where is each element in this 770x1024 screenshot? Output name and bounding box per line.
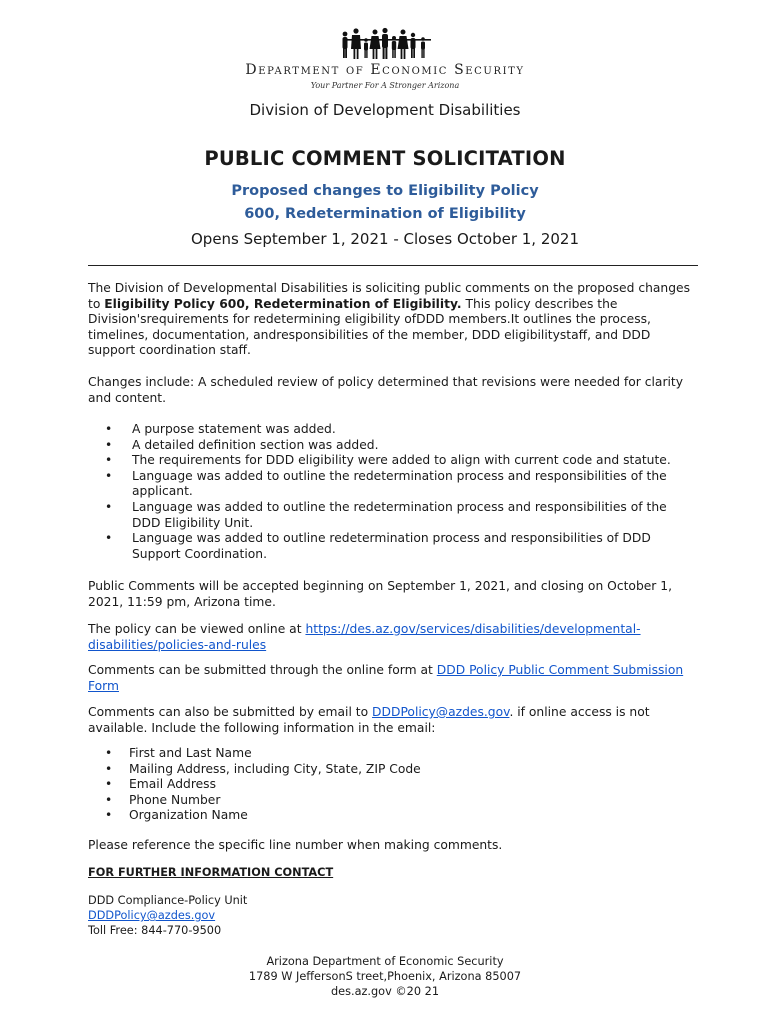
footer-address: 1789 W JeffersonS treet,Phoenix, Arizona 85007: [248, 970, 522, 983]
intro-text: The Division of Developmental Disabilities is soliciting public comments on the proposed changes to: [88, 281, 690, 311]
intro-paragraph: [88, 281, 698, 359]
list-item: • A detailed definition section was added.: [105, 437, 379, 452]
des-logo-icon: [0, 26, 770, 60]
policy-link[interactable]: https://des.az.gov/services/disabilities/developmental-disabilities/policies-and-rules: [88, 622, 641, 652]
list-item: • Phone Number: [105, 792, 221, 807]
contact-unit: DDD Compliance-Policy Unit: [88, 894, 248, 907]
email-info-list: [105, 746, 695, 824]
page-title: PUBLIC COMMENT SOLICITATION: [204, 147, 566, 170]
division-name: Division of Development Disabilities: [249, 101, 521, 119]
bullet-icon: •: [105, 792, 113, 807]
list-item: • Mailing Address, including City, State, ZIP Code: [105, 761, 421, 776]
contact-phone: Toll Free: 844-770-9500: [88, 924, 222, 937]
online-form-paragraph: Comments can be submitted through the online form at DDD Policy Public Comment Submission Form: [88, 663, 684, 693]
bullet-icon: •: [105, 761, 113, 776]
bullet-icon: •: [105, 777, 113, 792]
comment-period-paragraph: Public Comments will be accepted beginning on September 1, 2021, and closing on October 1, 2021, 11:59 pm, Arizona time.: [88, 579, 673, 609]
bullet-icon: •: [105, 422, 113, 436]
bullet-icon: •: [105, 531, 113, 546]
changes-intro: Changes include: A scheduled review of policy determined that revisions were needed for clarity and content.: [88, 375, 684, 405]
agency-tagline: Your Partner For A Stronger Arizona: [310, 81, 460, 90]
list-item: • Language was added to outline the redetermination process and responsibilities of the applicant.: [105, 468, 667, 499]
contact-heading: FOR FURTHER INFORMATION CONTACT: [88, 866, 334, 879]
comment-form-link[interactable]: DDD Policy Public Comment Submission Form: [88, 663, 684, 693]
list-item: • Email Address: [105, 777, 216, 792]
email-paragraph: Comments can also be submitted by email to DDDPolicy@azdes.gov. if online access is not available. Include the following information in the email:: [88, 705, 650, 735]
bullet-icon: •: [105, 808, 113, 823]
list-item: • First and Last Name: [105, 746, 252, 760]
intro-policy-name: Eligibility Policy 600, Redetermination of Eligibility.: [104, 296, 462, 311]
subtitle-line-1: Proposed changes to Eligibility Policy: [231, 183, 539, 199]
list-item: • Language was added to outline the redetermination process and responsibilities of the DDD Eligibility Unit.: [105, 499, 667, 530]
bullet-icon: •: [105, 453, 113, 468]
reference-note: Please reference the specific line number when making comments.: [88, 838, 503, 852]
bullet-icon: •: [105, 437, 113, 452]
bullet-icon: •: [105, 746, 113, 760]
list-item: • Organization Name: [105, 808, 248, 823]
list-item: • A purpose statement was added.: [105, 422, 336, 436]
policy-view-paragraph: The policy can be viewed online at https://des.az.gov/services/disabilities/developmental-disabilities/policies-and-rules: [88, 622, 641, 652]
bullet-icon: •: [105, 499, 113, 514]
footer-website: des.az.gov ©20 21: [330, 985, 440, 998]
changes-list: [105, 422, 695, 562]
subtitle-line-2: 600, Redetermination of Eligibility: [244, 206, 526, 222]
footer-agency: Arizona Department of Economic Security: [266, 955, 504, 968]
email-link[interactable]: DDDPolicy@azdes.gov: [372, 705, 510, 719]
list-item: • Language was added to outline redetermination process and responsibilities of DDD Support Coordination.: [105, 531, 651, 561]
list-item: • The requirements for DDD eligibility were added to align with current code and statute.: [105, 453, 671, 468]
divider-line: [88, 265, 698, 266]
contact-email-link[interactable]: DDDPolicy@azdes.gov: [88, 909, 216, 922]
agency-name: Department of Economic Security: [245, 62, 525, 78]
comment-period-dates: Opens September 1, 2021 - Closes October 1, 2021: [190, 230, 580, 248]
intro-text-rest: This policy describes the Division'srequirements for redetermining eligibility ofDDD members.It outlines the process, timelines, documentation, andresponsibilities of the member, DDD eligibilitystaff, and DDD support coordination staff.: [88, 296, 651, 358]
bullet-icon: •: [105, 468, 113, 483]
